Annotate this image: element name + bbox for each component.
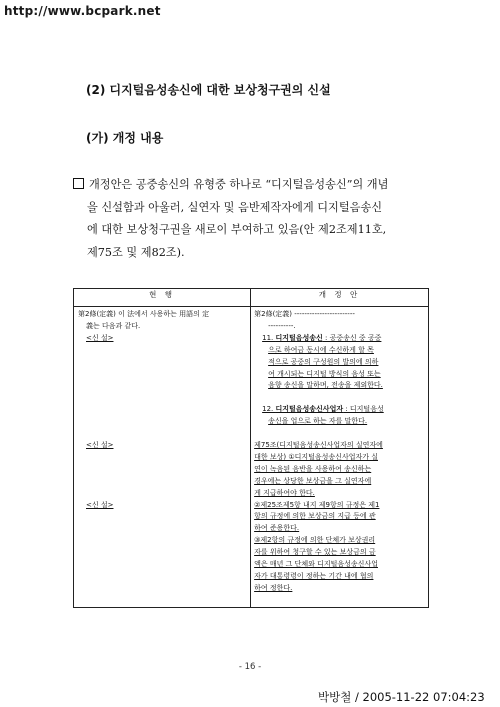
header-amendment: 개 정 안 [251, 289, 429, 307]
table-cell-line [78, 595, 247, 607]
table-cell-line [78, 380, 247, 392]
table-cell-line [254, 392, 425, 404]
table-cell-line [78, 547, 247, 559]
checkbox-bullet-icon [73, 178, 84, 189]
table-header-row [74, 289, 429, 307]
table-cell-line [78, 523, 247, 535]
table-cell-line [78, 571, 247, 583]
table-cell-line: <신 설> [86, 333, 114, 342]
table-cell-line: 11. 디지털음성송신 : 공중송신 중 공중 [262, 333, 382, 342]
paragraph-line: 제75조 및 제82조). [87, 245, 185, 259]
table-cell-line: 게 지급하여야 한다. [254, 488, 315, 497]
table-cell-line [78, 488, 247, 500]
section-title: (2) 디지털음성송신에 대한 보상청구권의 신설 [86, 83, 331, 97]
table-cell-line [78, 476, 247, 488]
table-cell-line: 항의 규정에 의한 보상금의 지급 등에 관 [254, 512, 376, 521]
comparison-table [73, 288, 429, 608]
table-cell-line: 으로 하여금 동시에 수신하게 할 목 [268, 345, 374, 354]
table-cell-line: 경우에는 상당한 보상금을 그 실연자에 [254, 476, 372, 485]
table-cell-line [78, 404, 247, 416]
footer-stamp: 박방철 / 2005-11-22 07:04:23 [318, 690, 485, 704]
table-cell-line: ----------. [268, 321, 296, 330]
table-cell-line: 적으로 공중의 구성원의 발의에 의하 [268, 357, 379, 366]
table-cell-line: 음향 송신을 말하며, 전송을 제외한다. [268, 381, 383, 390]
amendment-column [251, 307, 429, 608]
table-cell-line: 第2條(定義) ------------------------ [254, 310, 355, 318]
table-cell-line: 여 개시되는 디지털 방식의 음성 또는 [268, 369, 381, 378]
table-cell-line [78, 392, 247, 404]
defined-term: 디지털음성송신사업자 [275, 405, 344, 414]
table-cell-line: 제75조(디지털음성송신사업자의 실연자에 [254, 440, 383, 449]
table-cell-line [78, 583, 247, 595]
table-cell-line: ②제25조제5항 내지 제9항의 규정은 제1 [254, 500, 380, 509]
table-cell-line: 액은 매년 그 단체와 디지털음성송신사업 [254, 560, 378, 569]
table-cell-line: 12. 디지털음성송신사업자 : 디지털음성 [262, 405, 384, 414]
page-number: - 16 - [238, 662, 262, 672]
header-current-law: 현 행 [74, 289, 251, 307]
table-cell-line [78, 535, 247, 547]
paragraph-line: 을 신설함과 아울러, 실연자 및 음반제작자에게 디지털음송신 [87, 200, 383, 214]
table-cell-line: 第2條(定義) 이 法에서 사용하는 用語의 定 [78, 310, 210, 318]
table-cell-line [78, 369, 247, 381]
table-cell-line [78, 464, 247, 476]
table-cell-line [78, 357, 247, 369]
table-cell-line: 義는 다음과 같다. [86, 321, 141, 330]
table-cell-line [78, 559, 247, 571]
table-cell-line: 대한 보상) ①디지털음성송신사업자가 실 [254, 452, 378, 461]
defined-term: 디지털음성송신 [275, 333, 323, 342]
table-cell-line: 하여 준용한다. [254, 524, 300, 533]
table-cell-line: <신 설> [86, 500, 114, 509]
paragraph-line: 에 대한 보상청구권을 새로이 부여하고 있음(안 제2조제11호, [87, 223, 387, 236]
table-cell-line [78, 428, 247, 440]
table-cell-line [78, 452, 247, 464]
table-cell-line: 자를 위하여 청구할 수 있는 보상금의 금 [254, 548, 376, 557]
table-cell-line: 자가 대통령령이 정하는 기간 내에 협의 [254, 571, 374, 580]
table-cell-line [78, 345, 247, 357]
paragraph-line-text: 개정안은 공중송신의 유형중 하나로 “디지털음성송신”의 개념 [89, 178, 389, 191]
site-watermark: http://www.bcpark.net [4, 4, 161, 18]
table-cell-line [78, 511, 247, 523]
table-cell-line [78, 416, 247, 428]
table-cell-line: ③제2항의 규정에 의한 단체가 보상권리 [254, 536, 376, 545]
table-cell-line [254, 428, 425, 440]
table-cell-line: <신 설> [86, 440, 114, 449]
table-row [74, 307, 429, 608]
table-cell-line: 송신을 업으로 하는 자를 말한다. [268, 417, 368, 426]
paragraph-line [73, 174, 443, 197]
table-cell-line: 연이 녹음된 음반을 사용하여 송신하는 [254, 464, 372, 473]
body-paragraph [73, 174, 443, 264]
table-cell-line: 하여 정한다. [254, 583, 293, 592]
subsection-title: (가) 개정 내용 [86, 131, 164, 145]
current-law-column [74, 307, 251, 608]
